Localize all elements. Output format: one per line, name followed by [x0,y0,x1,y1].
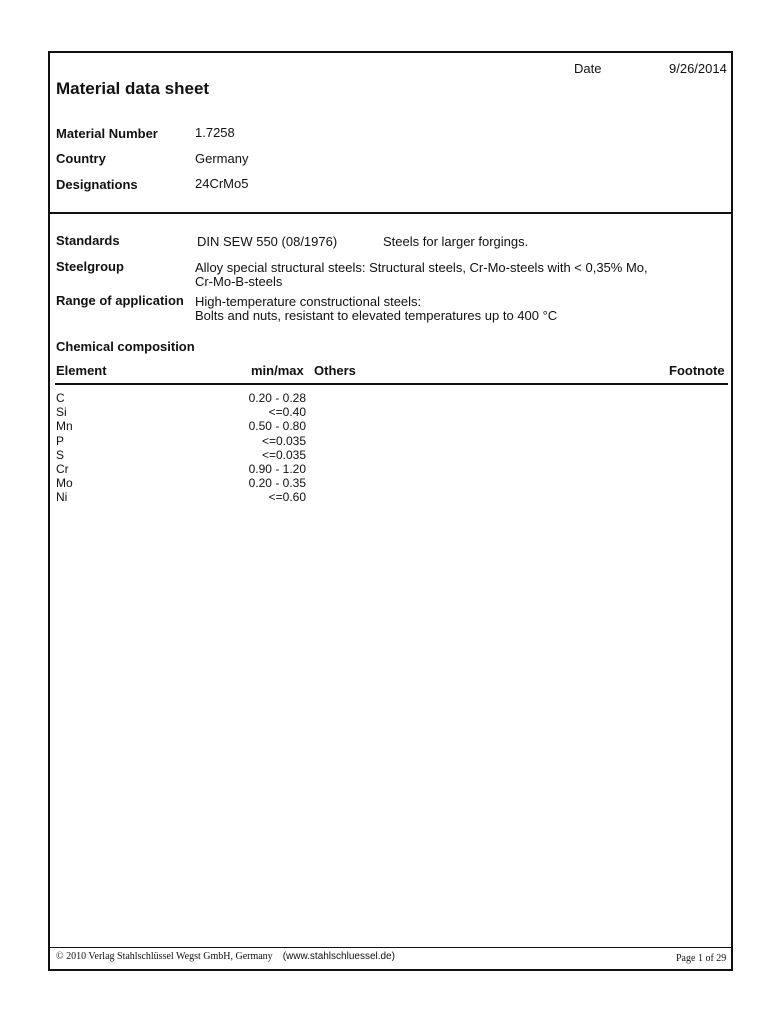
standards-label: Standards [56,233,120,248]
material-number-label: Material Number [56,126,158,141]
table-row [56,462,306,476]
section-divider [48,212,733,214]
page-title: Material data sheet [56,79,210,98]
date-value: 9/26/2014 [669,61,727,76]
composition-heading: Chemical composition [56,339,195,354]
column-header-footnote: Footnote [669,363,725,378]
standards-note: Steels for larger forgings. [383,234,529,249]
designations-value: 24CrMo5 [195,176,249,191]
steelgroup-line1: Alloy special structural steels: Structural steels, Cr-Mo-steels with < 0,35% Mo, [195,260,648,275]
composition-table [56,391,306,505]
minmax-cell: 0.90 - 1.20 [248,462,306,477]
element-cell: S [56,447,65,462]
standards-value: DIN SEW 550 (08/1976) [197,234,338,249]
element-cell: P [56,433,65,448]
range-line1: High-temperature constructional steels: [195,294,422,309]
element-cell: C [56,391,65,405]
column-header-minmax: min/max [251,363,304,378]
element-cell: Mo [56,476,73,491]
date-label: Date [574,61,602,76]
element-cell: Ni [56,490,68,505]
table-row [56,434,306,448]
country-label: Country [56,151,106,166]
element-cell: Cr [56,462,69,477]
minmax-cell: 0.50 - 0.80 [248,419,306,434]
copyright-text: © 2010 Verlag Stahlschlüssel Wegst GmbH, Germany [56,951,273,962]
column-header-element: Element [56,363,107,378]
minmax-cell: <=0.40 [268,405,306,420]
minmax-cell: 0.20 - 0.35 [248,476,306,491]
footer-copyright [56,951,395,962]
column-header-others: Others [314,363,356,378]
steelgroup-line2: Cr-Mo-B-steels [195,274,283,289]
steelgroup-label: Steelgroup [56,259,124,274]
designations-label: Designations [56,177,138,192]
table-header-rule [55,383,728,385]
range-line2: Bolts and nuts, resistant to elevated temperatures up to 400 °C [195,308,558,323]
country-value: Germany [195,151,249,166]
website-link[interactable]: (www.stahlschluessel.de) [282,951,395,962]
sheet-frame [48,51,733,971]
page-number: Page 1 of 29 [676,953,727,964]
table-row [56,391,306,405]
minmax-cell: <=0.60 [268,490,306,505]
minmax-cell: <=0.035 [261,433,306,448]
material-number-value: 1.7258 [195,125,235,140]
minmax-cell: <=0.035 [261,447,306,462]
minmax-cell: 0.20 - 0.28 [248,391,306,405]
table-row [56,476,306,490]
table-row [56,419,306,433]
table-row [56,490,306,504]
element-cell: Si [56,405,67,420]
element-cell: Mn [56,419,73,434]
range-label: Range of application [56,293,184,308]
table-row [56,448,306,462]
table-row [56,405,306,419]
footer-rule [48,947,733,948]
